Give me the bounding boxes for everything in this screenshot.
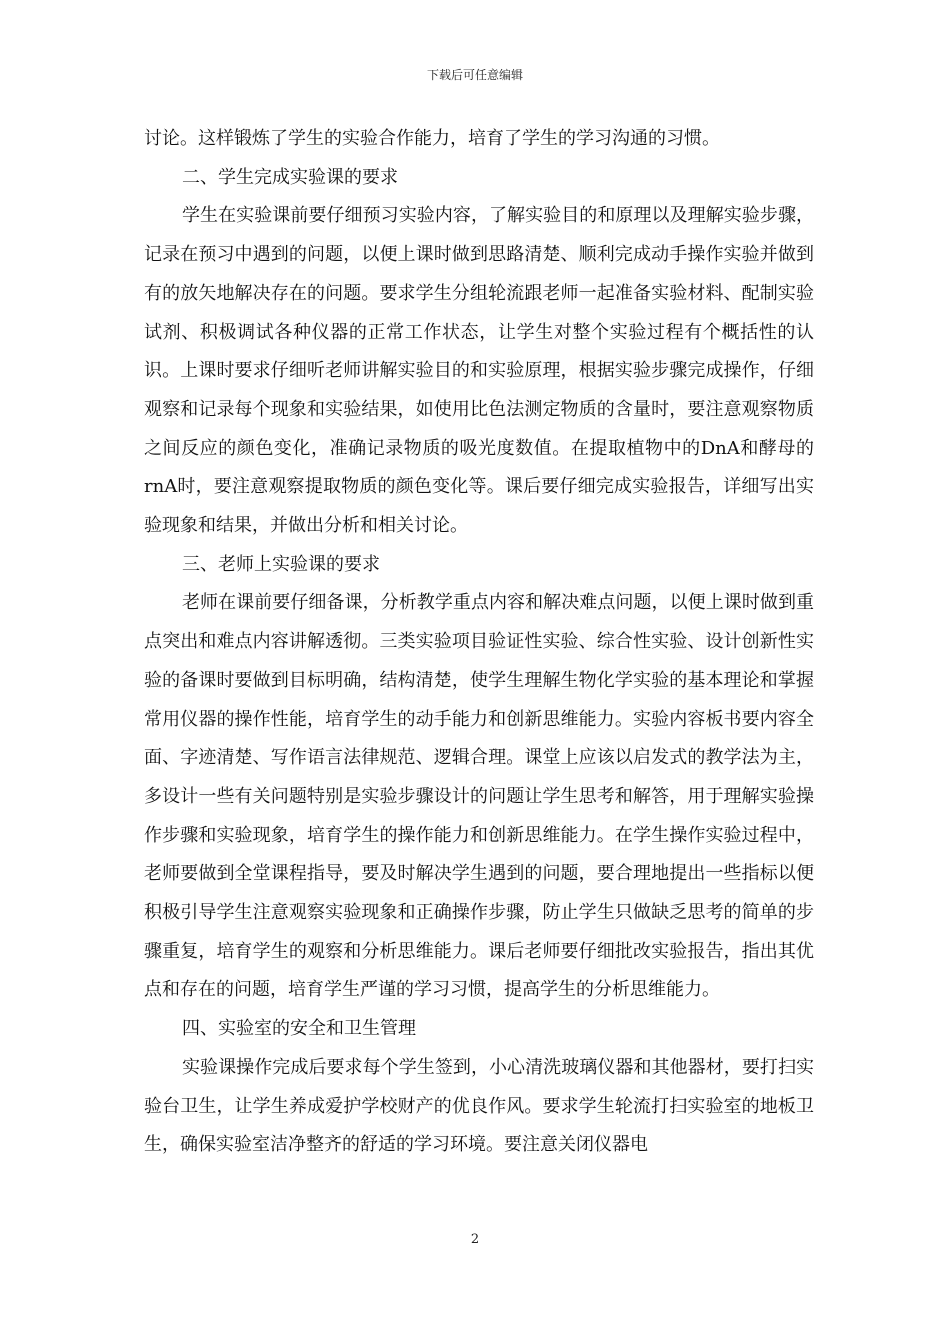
paragraph-student-requirements: 学生在实验课前要仔细预习实验内容，了解实验目的和原理以及理解实验步骤，记录在预习中遇到的问题，以便上课时做到思路清楚、顺利完成动手操作实验并做到有的放矢地解决存在的问题。要求学生分组轮流跟老师一起准备实验材料、配制实验试剂、积极调试各种仪器的正常工作状态，让学生对整个实验过程有个概括性的认识。上课时要求仔细听老师讲解实验目的和实验原理，根据实验步骤完成操作，仔细观察和记录每个现象和实验结果，如使用比色法测定物质的含量时，要注意观察物质之间反应的颜色变化，准确记录物质的吸光度数值。在提取植物中的DnA和酵母的rnA时，要注意观察提取物质的颜色变化等。课后要仔细完成实验报告，详细写出实验现象和结果，并做出分析和相关讨论。 xyxy=(144,205,814,537)
section-heading-4: 四、实验室的安全和卫生管理 xyxy=(182,1018,416,1040)
section-heading-3: 三、老师上实验课的要求 xyxy=(182,553,380,575)
section-heading-2: 二、学生完成实验课的要求 xyxy=(182,166,398,188)
page-header: 下载后可任意编辑 xyxy=(426,68,523,82)
paragraph-continuation: 讨论。这样锻炼了学生的实验合作能力，培育了学生的学习沟通的习惯。 xyxy=(144,128,720,149)
paragraph-teacher-requirements: 老师在课前要仔细备课，分析教学重点内容和解决难点问题，以便上课时做到重点突出和难点内容讲解透彻。三类实验项目验证性实验、综合性实验、设计创新性实验的备课时要做到目标明确，结构清楚，使学生理解生物化学实验的基本理论和掌握常用仪器的操作性能，培育学生的动手能力和创新思维能力。实验内容板书要内容全面、字迹清楚、写作语言法律规范、逻辑合理。课堂上应该以启发式的教学法为主，多设计一些有关问题特别是实验步骤设计的问题让学生思考和解答，用于理解实验操作步骤和实验现象，培育学生的操作能力和创新思维能力。在学生操作实验过程中，老师要做到全堂课程指导，要及时解决学生遇到的问题，要合理地提出一些指标以便积极引导学生注意观察实验现象和正确操作步骤，防止学生只做缺乏思考的简单的步骤重复，培育学生的观察和分析思维能力。课后老师要仔细批改实验报告，指出其优点和存在的问题，培育学生严谨的学习习惯，提高学生的分析思维能力。 xyxy=(144,592,814,1001)
document-body xyxy=(144,120,814,1165)
page-number: 2 xyxy=(470,1232,480,1247)
paragraph-lab-safety: 实验课操作完成后要求每个学生签到，小心清洗玻璃仪器和其他器材，要打扫实验台卫生，让学生养成爱护学校财产的优良作风。要求学生轮流打扫实验室的地板卫生，确保实验室洁净整齐的舒适的学习环境。要注意关闭仪器电 xyxy=(144,1056,814,1156)
